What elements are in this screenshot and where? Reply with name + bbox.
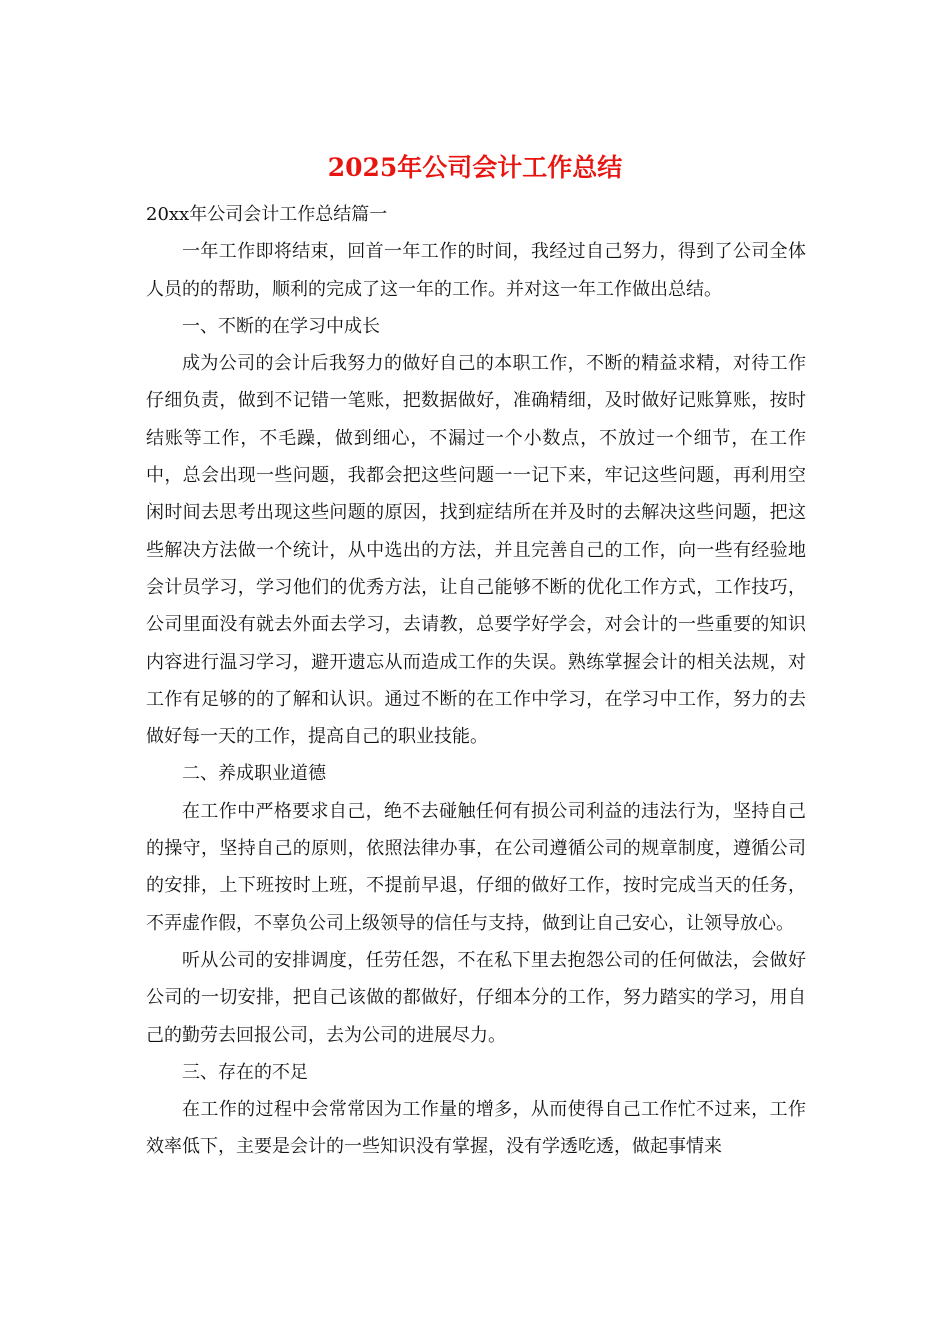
document-title: 2025年公司会计工作总结 [327, 153, 623, 182]
section-subtitle: 20xx年公司会计工作总结篇一 [146, 204, 388, 225]
paragraph-ethics-2: 听从公司的安排调度，任劳任怨，不在私下里去抱怨公司的任何做法，会做好公司的一切安排，把自己该做的都做好，仔细本分的工作，努力踏实的学习，用自己的勤劳去回报公司，去为公司的进展尽力。 [146, 949, 806, 1046]
paragraph-shortcomings: 在工作的过程中会常常因为工作量的增多，从而使得自己工作忙不过来，工作效率低下，主要是会计的一些知识没有掌握，没有学透吃透，做起事情来 [146, 1099, 806, 1158]
document-body [146, 196, 806, 1166]
paragraph-learning: 成为公司的会计后我努力的做好自己的本职工作，不断的精益求精，对待工作仔细负责，做到不记错一笔账，把数据做好，准确精细，及时做好记账算账，按时结账等工作，不毛躁，做到细心，不漏过一个小数点，不放过一个细节，在工作中，总会出现一些问题，我都会把这些问题一一记下来，牢记这些问题，再利用空闲时间去思考出现这些问题的原因，找到症结所在并及时的去解决这些问题，把这些解决方法做一个统计，从中选出的方法，并且完善自己的工作，向一些有经验地会计员学习，学习他们的优秀方法，让自己能够不断的优化工作方式，工作技巧，公司里面没有就去外面去学习，去请教，总要学好学会，对会计的一些重要的知识内容进行温习学习，避开遗忘从而造成工作的失误。熟练掌握会计的相关法规，对工作有足够的的了解和认识。通过不断的在工作中学习，在学习中工作，努力的去做好每一天的工作，提高自己的职业技能。 [146, 353, 806, 748]
heading-learning: 一、不断的在学习中成长 [182, 315, 380, 337]
paragraph-intro: 一年工作即将结束，回首一年工作的时间，我经过自己努力，得到了公司全体人员的的帮助，顺利的完成了这一年的工作。并对这一年工作做出总结。 [146, 241, 806, 300]
heading-shortcomings: 三、存在的不足 [182, 1061, 308, 1083]
heading-ethics: 二、养成职业道德 [182, 763, 326, 785]
paragraph-ethics-1: 在工作中严格要求自己，绝不去碰触任何有损公司利益的违法行为，坚持自己的操守，坚持自己的原则，依照法律办事，在公司遵循公司的规章制度，遵循公司的安排，上下班按时上班，不提前早退，仔细的做好工作，按时完成当天的任务，不弄虚作假，不辜负公司上级领导的信任与支持，做到让自己安心，让领导放心。 [146, 800, 806, 934]
